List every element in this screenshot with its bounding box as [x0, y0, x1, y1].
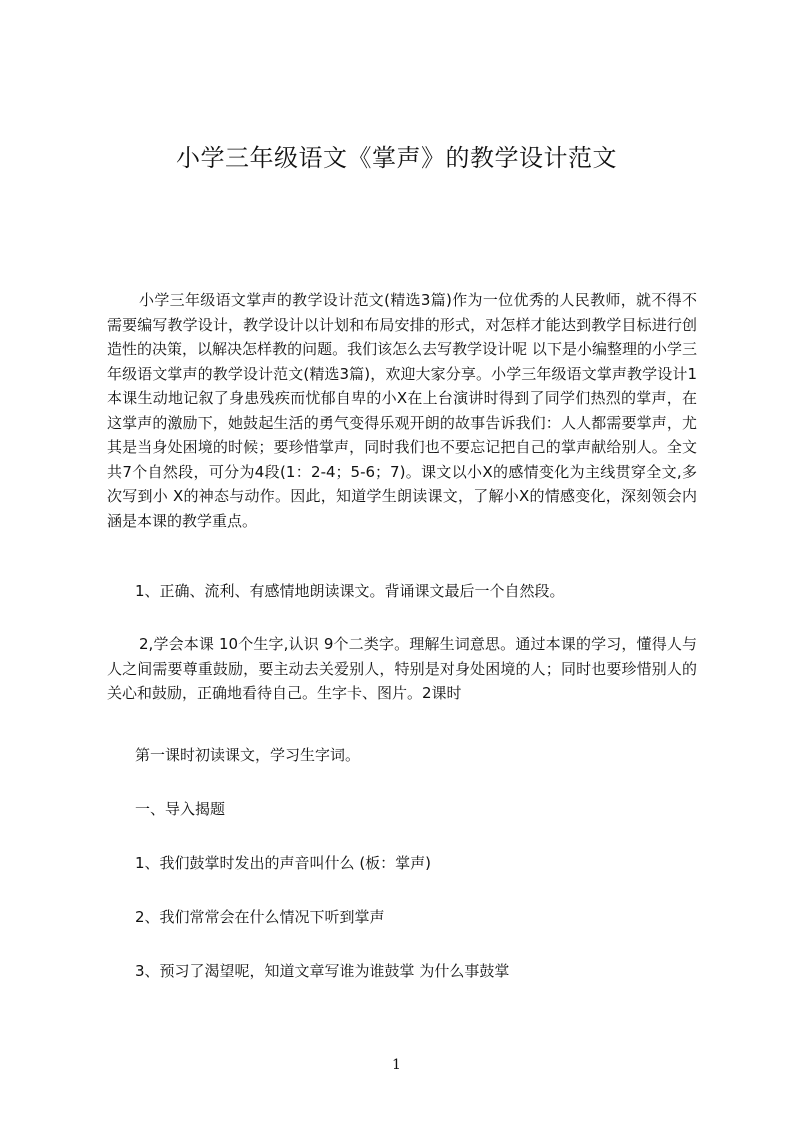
question-3: 3、预习了渴望呢，知道文章写谁为谁鼓掌 为什么事鼓掌	[135, 962, 510, 980]
page-number: 1	[392, 1057, 401, 1073]
teaching-goal-2: 2,学会本课 10个生字,认识 9个二类字。理解生词意思。通过本课的学习，懂得人与人之间需要尊重鼓励，要主动去关爱别人，特别是对身处困境的人；同时也要珍惜别人的关心和鼓励，正确地看待自己。生字卡、图片。2课时	[107, 635, 697, 702]
document-title: 小学三年级语文《掌声》的教学设计范文	[176, 144, 617, 172]
question-2: 2、我们常常会在什么情况下听到掌声	[135, 908, 385, 926]
teaching-goal-1: 1、正确、流利、有感情地朗读课文。背诵课文最后一个自然段。	[135, 582, 565, 600]
section-heading: 一、导入揭题	[135, 800, 226, 818]
question-1: 1、我们鼓掌时发出的声音叫什么 (板：掌声)	[135, 854, 432, 872]
lesson-heading: 第一课时初读课文，学习生字词。	[135, 746, 361, 764]
intro-paragraph: 小学三年级语文掌声的教学设计范文(精选3篇)作为一位优秀的人民教师，就不得不需要编写教学设计，教学设计以计划和布局安排的形式，对怎样才能达到教学目标进行创造性的决策，以解决怎样教的问题。我们该怎么去写教学设计呢 以下是小编整理的小学三年级语文掌声的教学设计范文(精选3篇)，欢迎大家分享。小学三年级语文掌声教学设计1本课生动地记叙了身患残疾而忧郁自卑的小X在上台演讲时得到了同学们热烈的掌声，在这掌声的激励下，她鼓起生活的勇气变得乐观开朗的故事告诉我们：人人都需要掌声，尤其是当身处困境的时候；要珍惜掌声，同时我们也不要忘记把自己的掌声献给别人。全文共7个自然段，可分为4段(1：2-4；5-6；7)。课文以小X的感情变化为主线贯穿全文,多次写到小 X的神态与动作。因此，知道学生朗读课文，了解小X的情感变化，深刻领会内涵是本课的教学重点。	[107, 291, 697, 530]
